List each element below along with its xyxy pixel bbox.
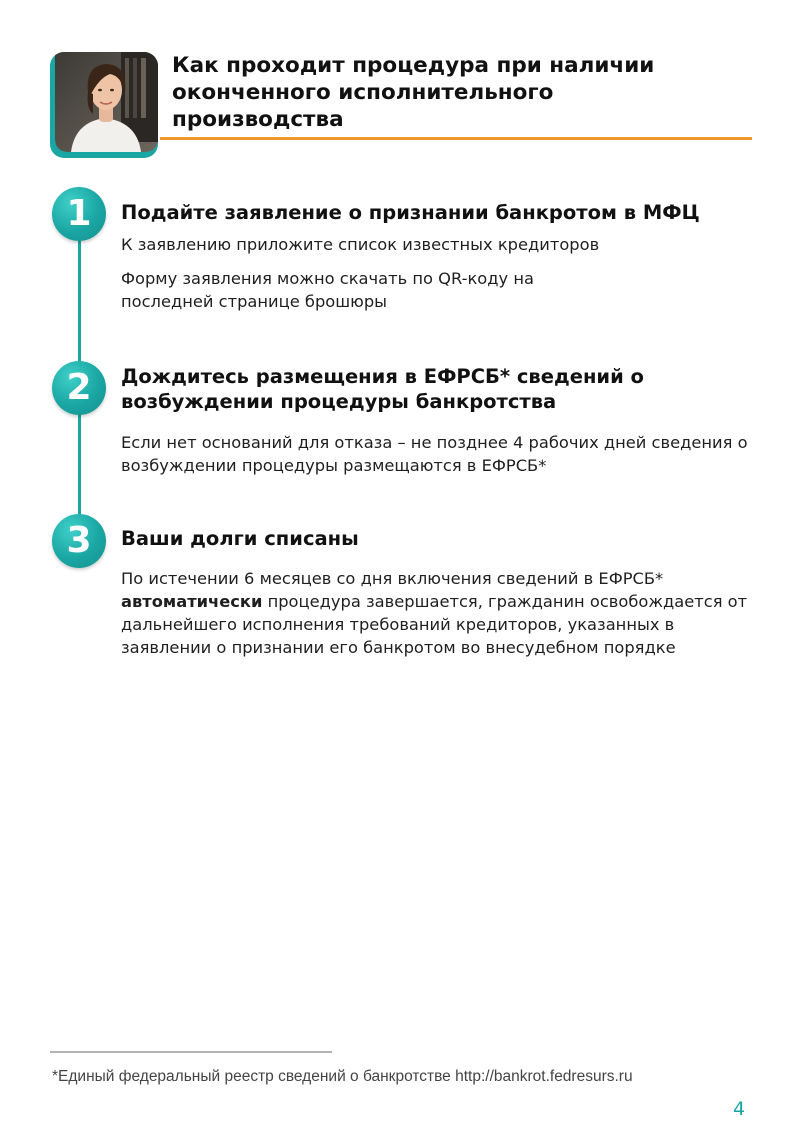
footnote-divider (50, 1051, 332, 1053)
step-1-badge: 1 (52, 187, 106, 241)
woman-portrait-icon (55, 52, 158, 152)
step-1-note: Форму заявления можно скачать по QR-коду на последней странице брошюры (121, 269, 534, 311)
step-2-heading: Дождитесь размещения в ЕФРСБ* сведений о возбуждении процедуры банкротства (121, 365, 644, 413)
step-3-badge: 3 (52, 514, 106, 568)
title-divider (160, 137, 752, 140)
step-3-heading: Ваши долги списаны (121, 527, 359, 550)
step-3-text-start: По истечении 6 месяцев со дня включения сведений в ЕФРСБ* (121, 569, 664, 588)
avatar-photo (50, 52, 158, 158)
step-3-text-end: процедура завершается, гражданин освобождается от дальнейшего исполнения требований кредиторов, указанных в заявлении о признании его банкротом во внесудебном порядке (121, 592, 748, 657)
step-1-text: К заявлению приложите список известных кредиторов (121, 235, 600, 254)
footnote: *Единый федеральный реестр сведений о банкротстве http://bankrot.fedresurs.ru (52, 1068, 633, 1085)
step-3-text-bold: автоматически (121, 592, 263, 611)
page-title: Как проходит процедура при наличии оконченного исполнительного производства (172, 53, 655, 132)
step-2-badge: 2 (52, 361, 106, 415)
step-3-text (121, 567, 756, 659)
step-2-text: Если нет оснований для отказа – не позднее 4 рабочих дней сведения о возбуждении процедуры размещаются в ЕФРСБ* (121, 433, 748, 475)
step-1-heading: Подайте заявление о признании банкротом в МФЦ (121, 201, 700, 224)
page-number: 4 (733, 1098, 746, 1120)
